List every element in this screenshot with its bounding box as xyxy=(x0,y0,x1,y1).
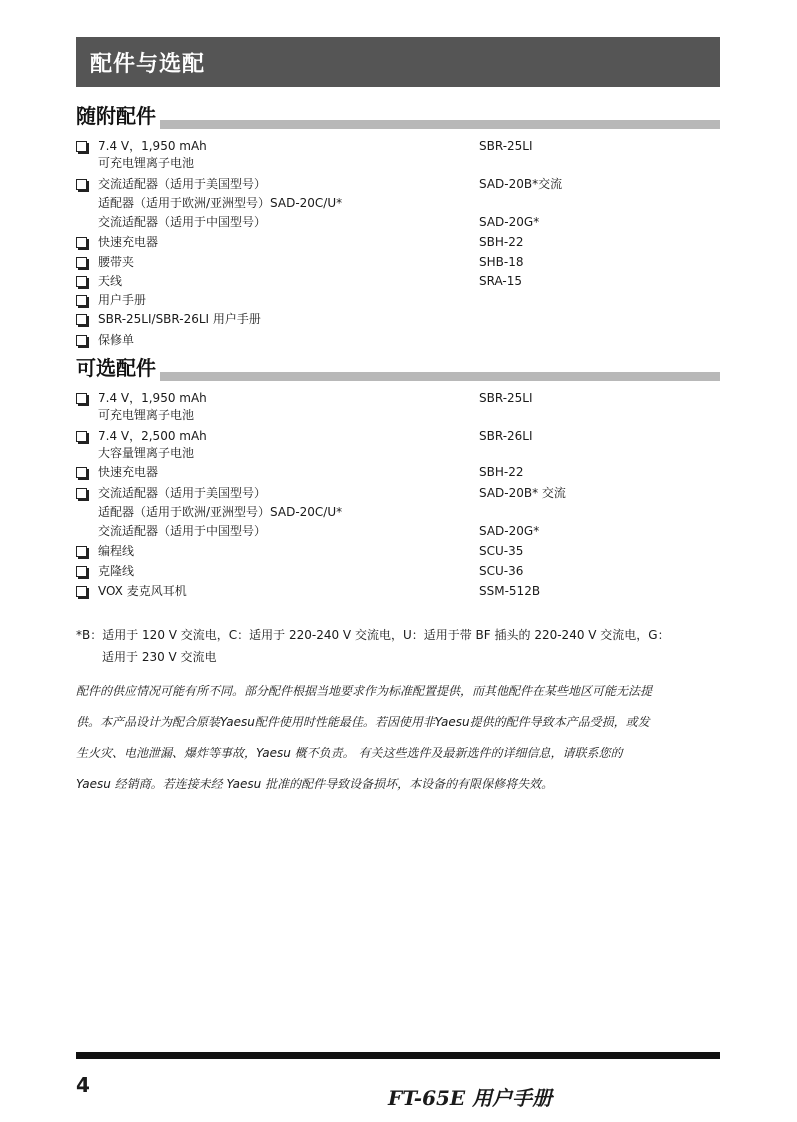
footnote-line-1: *B：适用于 120 V 交流电，C：适用于 220-240 V 交流电，U：适用于带 BF 插头的 220-240 V 交流电，G： xyxy=(76,628,670,642)
part-number: SCU-36 xyxy=(479,564,524,578)
chapter-title: 配件与选配 xyxy=(90,51,206,77)
accessory-item xyxy=(76,428,720,462)
accessory-description: 适配器（适用于欧洲/亚洲型号）SAD-20C/U* xyxy=(98,505,343,519)
accessory-item xyxy=(76,543,720,560)
part-number: SBH-22 xyxy=(479,465,524,479)
part-number: SAD-20B* 交流 xyxy=(479,486,566,500)
accessory-item xyxy=(76,563,720,580)
part-number: SBR-26LI xyxy=(479,429,533,443)
accessory-item xyxy=(76,138,720,172)
accessory-description: 可充电锂离子电池 xyxy=(98,156,195,170)
section-rule xyxy=(76,120,720,129)
accessory-description: 交流适配器（适用于美国型号） xyxy=(98,177,267,191)
accessory-description: 快速充电器 xyxy=(98,235,159,249)
accessory-description: 交流适配器（适用于美国型号） xyxy=(98,486,267,500)
accessory-item xyxy=(76,292,720,309)
accessory-item xyxy=(76,311,720,328)
optional-section-heading xyxy=(76,355,720,381)
model-footnote xyxy=(76,624,726,668)
notice-line: 生火灾、电池泄漏、爆炸等事故，Yaesu 概不负责。 有关这些选件及最新选件的详细信息，请联系您的 xyxy=(76,746,623,760)
accessory-description: 7.4 V，1,950 mAh xyxy=(98,391,207,405)
section-rule xyxy=(76,372,720,381)
accessory-description: 适配器（适用于欧洲/亚洲型号）SAD-20C/U* xyxy=(98,196,343,210)
footnote-line-2: 适用于 230 V 交流电 xyxy=(102,650,217,664)
accessory-description: VOX 麦克风耳机 xyxy=(98,584,187,598)
included-section-title: 随附配件 xyxy=(76,103,160,129)
footer-rule xyxy=(76,1052,720,1059)
part-number: SAD-20G* xyxy=(479,524,540,538)
part-number: SBH-22 xyxy=(479,235,524,249)
optional-section-title: 可选配件 xyxy=(76,355,160,381)
part-number: SAD-20G* xyxy=(479,215,540,229)
part-number: SHB-18 xyxy=(479,255,524,269)
accessory-item xyxy=(76,176,720,231)
accessory-description: 可充电锂离子电池 xyxy=(98,408,195,422)
part-number: SSM-512B xyxy=(479,584,541,598)
accessory-description: 腰带夹 xyxy=(98,255,135,269)
included-section-heading xyxy=(76,103,720,129)
accessory-description: 保修单 xyxy=(98,333,135,347)
accessory-description: 快速充电器 xyxy=(98,465,159,479)
chapter-header-bar xyxy=(76,37,720,87)
part-number: SRA-15 xyxy=(479,274,523,288)
accessory-description: 7.4 V，2,500 mAh xyxy=(98,429,207,443)
part-number: SBR-25LI xyxy=(479,139,533,153)
part-number: SBR-25LI xyxy=(479,391,533,405)
notice-line: 配件的供应情况可能有所不同。部分配件根据当地要求作为标准配置提供，而其他配件在某些地区可能无法提 xyxy=(76,684,653,698)
manual-title: FT-65E 用户手册 xyxy=(388,1086,553,1110)
accessory-item xyxy=(76,234,720,251)
accessory-item xyxy=(76,464,720,481)
accessory-item xyxy=(76,273,720,290)
accessory-description: 交流适配器（适用于中国型号） xyxy=(98,215,267,229)
accessory-item xyxy=(76,390,720,424)
optional-items-list xyxy=(76,390,720,604)
accessory-description: 大容量锂离子电池 xyxy=(98,446,195,460)
accessory-description: 交流适配器（适用于中国型号） xyxy=(98,524,267,538)
accessory-description: SBR-25LI/SBR-26LI 用户手册 xyxy=(98,312,261,326)
part-number: SCU-35 xyxy=(479,544,524,558)
accessory-description: 克隆线 xyxy=(98,564,135,578)
accessory-description: 编程线 xyxy=(98,544,135,558)
accessory-item xyxy=(76,332,720,349)
included-items-list xyxy=(76,138,720,353)
accessory-description: 天线 xyxy=(98,274,123,288)
accessory-description: 用户手册 xyxy=(98,293,147,307)
accessory-item xyxy=(76,485,720,540)
availability-notice xyxy=(76,676,726,800)
page-number: 4 xyxy=(76,1073,90,1097)
notice-line: Yaesu 经销商。若连接未经 Yaesu 批准的配件导致设备损坏，本设备的有限保修将失效。 xyxy=(76,777,554,791)
accessory-item xyxy=(76,254,720,271)
part-number: SAD-20B*交流 xyxy=(479,177,563,191)
accessory-item xyxy=(76,583,720,600)
notice-line: 供。本产品设计为配合原装Yaesu配件使用时性能最佳。若因使用非Yaesu提供的配件导致本产品受损，或发 xyxy=(76,715,650,729)
accessory-description: 7.4 V，1,950 mAh xyxy=(98,139,207,153)
